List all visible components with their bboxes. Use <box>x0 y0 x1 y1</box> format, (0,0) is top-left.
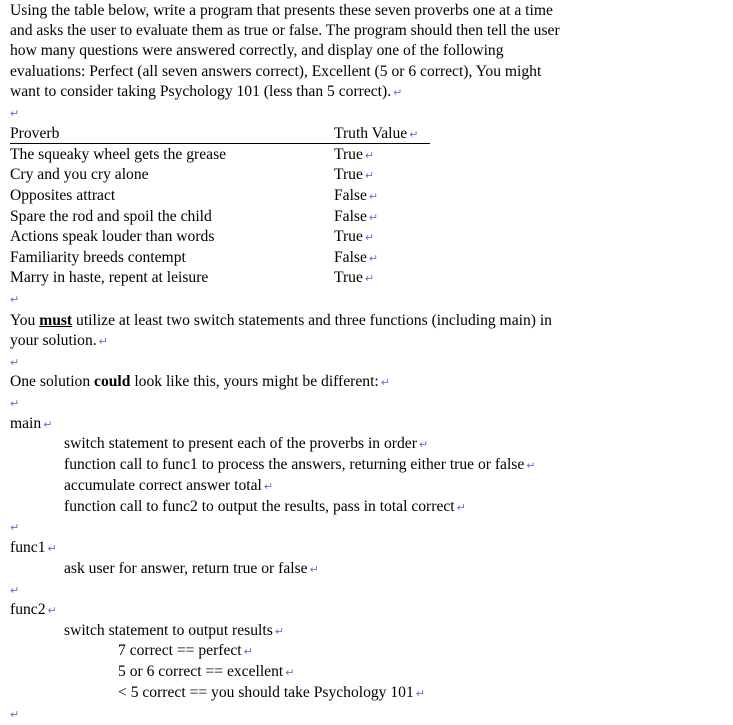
func2-case: 5 or 6 correct == excellent ↵ <box>118 663 295 680</box>
intro-line-5: want to consider taking Psychology 101 (less than 5 correct). ↵ <box>10 83 403 100</box>
empty-paragraph: ↵ <box>10 356 20 369</box>
table-header-rule <box>10 143 430 144</box>
func1-heading: func1 ↵ <box>10 539 57 556</box>
empty-paragraph: ↵ <box>10 397 20 410</box>
func2-item: switch statement to output results ↵ <box>64 622 284 639</box>
empty-paragraph: ↵ <box>10 708 20 721</box>
empty-paragraph: ↵ <box>10 521 20 534</box>
intro-line-4: evaluations: Perfect (all seven answers correct), Excellent (5 or 6 correct), You might <box>10 63 542 80</box>
requirement-line-2: your solution. ↵ <box>10 332 108 349</box>
intro-line-1: Using the table below, write a program that presents these seven proverbs one at a time <box>10 2 553 19</box>
table-row: Actions speak louder than words True ↵ <box>10 228 375 245</box>
header-proverb: Proverb <box>10 125 60 142</box>
table-row: Cry and you cry alone True ↵ <box>10 166 375 183</box>
table-row: Familiarity breeds contempt False ↵ <box>10 249 379 266</box>
empty-paragraph: ↵ <box>10 107 20 120</box>
func2-heading: func2 ↵ <box>10 601 57 618</box>
func1-item: ask user for answer, return true or false ↵ <box>64 560 319 577</box>
func2-case: < 5 correct == you should take Psychology 101 ↵ <box>118 684 425 701</box>
table-header <box>10 124 430 144</box>
empty-paragraph: ↵ <box>10 293 20 306</box>
table-row: Marry in haste, repent at leisure True ↵ <box>10 269 375 286</box>
solution-intro: One solution could look like this, yours might be different: ↵ <box>10 373 390 390</box>
func2-case: 7 correct == perfect ↵ <box>118 642 253 659</box>
table-row: The squeaky wheel gets the grease True ↵ <box>10 146 375 163</box>
empty-paragraph: ↵ <box>10 584 20 597</box>
header-truth-value: Truth Value ↵ <box>334 125 419 142</box>
main-heading: main ↵ <box>10 415 53 432</box>
main-item: function call to func1 to process the answers, returning either true or false ↵ <box>64 456 536 473</box>
table-row: Spare the rod and spoil the child False ↵ <box>10 208 379 225</box>
main-item: switch statement to present each of the proverbs in order ↵ <box>64 435 429 452</box>
paragraph-mark: ↵ <box>393 86 403 99</box>
intro-line-3: how many questions were answered correctly, and display one of the following <box>10 42 504 59</box>
main-item: function call to func2 to output the results, pass in total correct ↵ <box>64 498 466 515</box>
requirement-line-1: You must utilize at least two switch statements and three functions (including main) in <box>10 312 552 329</box>
intro-line-2: and asks the user to evaluate them as true or false. The program should then tell the user <box>10 22 560 39</box>
main-item: accumulate correct answer total ↵ <box>64 477 274 494</box>
table-row: Opposites attract False ↵ <box>10 187 379 204</box>
